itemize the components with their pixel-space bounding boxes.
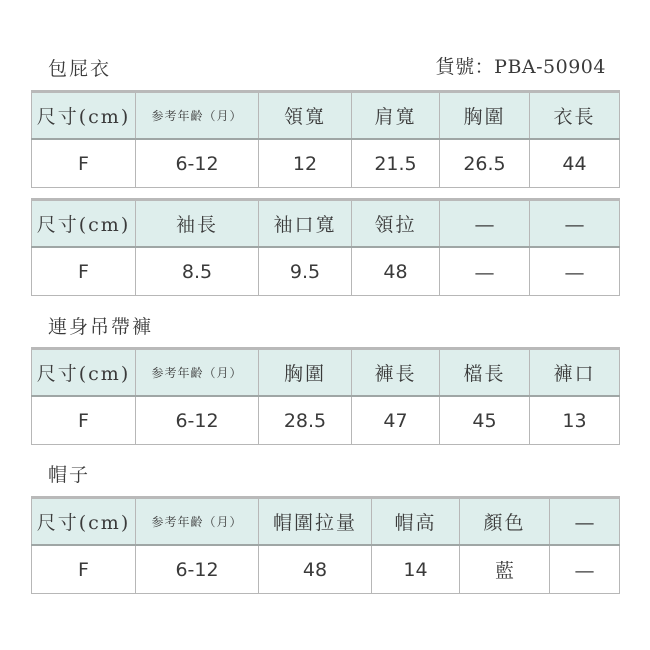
cell-shoulder-width: 21.5	[352, 139, 440, 188]
header-empty: —	[530, 200, 620, 248]
cell-size: F	[32, 247, 136, 296]
cell-pants-length: 47	[352, 396, 440, 445]
header-shoulder-width: 肩寬	[352, 92, 440, 140]
header-neck-width: 領寬	[259, 92, 352, 140]
hat-size-table	[31, 496, 620, 594]
header-size: 尺寸(cm)	[32, 349, 136, 397]
table-row	[32, 247, 620, 296]
cell-empty: —	[440, 247, 530, 296]
header-hat-circumference: 帽圍拉量	[259, 498, 372, 546]
cell-crotch-length: 45	[440, 396, 530, 445]
header-ref-age: 参考年齡（月）	[136, 349, 259, 397]
header-empty: —	[550, 498, 620, 546]
header-neck-stretch: 領拉	[352, 200, 440, 248]
header-hat-height: 帽高	[372, 498, 460, 546]
table-row	[32, 545, 620, 594]
cell-size: F	[32, 396, 136, 445]
header-chest: 胸圍	[259, 349, 352, 397]
header-size: 尺寸(cm)	[32, 200, 136, 248]
header-crotch-length: 檔長	[440, 349, 530, 397]
table-row	[32, 396, 620, 445]
header-ref-age: 参考年齡（月）	[136, 498, 259, 546]
cell-cuff-width: 9.5	[259, 247, 352, 296]
cell-hat-circumference: 48	[259, 545, 372, 594]
header-sleeve-length: 袖長	[136, 200, 259, 248]
hat-title: 帽子	[48, 464, 91, 486]
bodysuit-size-table-2	[31, 198, 620, 296]
cell-hat-height: 14	[372, 545, 460, 594]
cell-ref-age: 6-12	[136, 545, 259, 594]
cell-empty: —	[530, 247, 620, 296]
cell-length: 44	[530, 139, 620, 188]
overalls-size-table	[31, 347, 620, 445]
header-length: 衣長	[530, 92, 620, 140]
cell-size: F	[32, 139, 136, 188]
table-row	[32, 139, 620, 188]
header-empty: —	[440, 200, 530, 248]
overalls-title: 連身吊帶褲	[48, 316, 154, 338]
cell-ref-age: 6-12	[136, 139, 259, 188]
cell-neck-stretch: 48	[352, 247, 440, 296]
table-header-row	[32, 349, 620, 397]
header-chest: 胸圍	[440, 92, 530, 140]
cell-size: F	[32, 545, 136, 594]
cell-chest: 26.5	[440, 139, 530, 188]
table-header-row	[32, 92, 620, 140]
cell-leg-opening: 13	[530, 396, 620, 445]
bodysuit-size-table-1	[31, 90, 620, 188]
header-ref-age: 参考年齡（月）	[136, 92, 259, 140]
cell-color: 藍	[460, 545, 550, 594]
cell-empty: —	[550, 545, 620, 594]
header-size: 尺寸(cm)	[32, 498, 136, 546]
header-cuff-width: 袖口寬	[259, 200, 352, 248]
cell-neck-width: 12	[259, 139, 352, 188]
cell-sleeve-length: 8.5	[136, 247, 259, 296]
cell-chest: 28.5	[259, 396, 352, 445]
header-leg-opening: 褲口	[530, 349, 620, 397]
header-color: 顏色	[460, 498, 550, 546]
table-header-row	[32, 498, 620, 546]
header-size: 尺寸(cm)	[32, 92, 136, 140]
header-pants-length: 褲長	[352, 349, 440, 397]
cell-ref-age: 6-12	[136, 396, 259, 445]
product-code: 貨號：PBA-50904	[435, 56, 606, 78]
table-header-row	[32, 200, 620, 248]
bodysuit-title: 包屁衣	[48, 58, 112, 80]
